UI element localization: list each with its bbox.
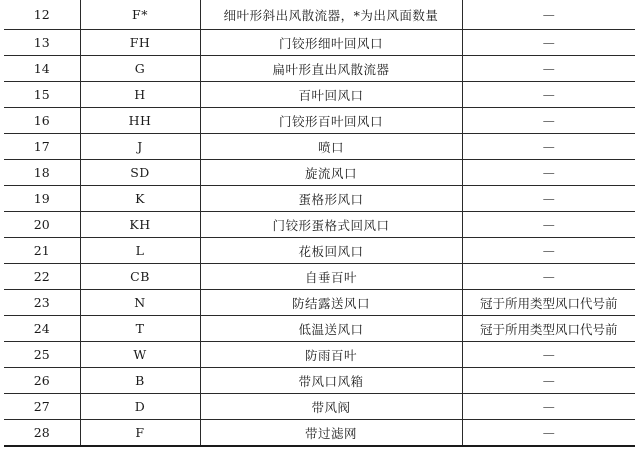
remark-cell	[462, 108, 635, 134]
remark-dash: —	[542, 114, 555, 128]
row-number-text: 21	[33, 243, 50, 258]
row-number-text: 13	[33, 35, 50, 50]
row-number-text: 23	[33, 295, 50, 310]
outlet-code-cell	[80, 316, 200, 342]
row-number-text: 12	[33, 7, 50, 22]
row-number-cell	[4, 0, 80, 30]
remark-cell	[462, 0, 635, 30]
outlet-name-text: 带过滤网	[304, 425, 357, 441]
remark-dash: —	[542, 426, 555, 440]
outlet-name-text: 蛋格形风口	[298, 191, 364, 207]
outlet-name-cell	[200, 394, 462, 420]
row-number-text: 19	[33, 191, 50, 206]
remark-cell	[462, 186, 635, 212]
outlet-name-text: 带风口风箱	[298, 373, 364, 389]
outlet-code-cell	[80, 30, 200, 56]
outlet-name-cell	[200, 82, 462, 108]
outlet-name-cell	[200, 160, 462, 186]
remark-dash: —	[542, 88, 555, 102]
outlet-code-cell	[80, 420, 200, 447]
row-number-text: 16	[33, 113, 50, 128]
outlet-code-cell	[80, 108, 200, 134]
outlet-code-text: K	[135, 191, 145, 206]
remark-cell	[462, 342, 635, 368]
table-row	[4, 56, 635, 82]
outlet-name-text: 喷口	[317, 139, 344, 155]
outlet-name-cell	[200, 342, 462, 368]
table-row	[4, 134, 635, 160]
row-number-cell	[4, 342, 80, 368]
remark-dash: —	[542, 8, 555, 22]
outlet-code-text: N	[134, 295, 146, 310]
remark-dash: —	[542, 62, 555, 76]
row-number-cell	[4, 212, 80, 238]
row-number-cell	[4, 264, 80, 290]
outlet-name-text: 细叶形斜出风散流器，*为出风面数量	[223, 7, 439, 23]
table-row	[4, 394, 635, 420]
remark-dash: —	[542, 140, 555, 154]
outlet-name-text: 带风阀	[311, 399, 351, 415]
outlet-code-cell	[80, 186, 200, 212]
row-number-text: 15	[33, 87, 50, 102]
outlet-name-cell	[200, 290, 462, 316]
remark-cell	[462, 82, 635, 108]
remark-cell	[462, 212, 635, 238]
outlet-name-cell	[200, 108, 462, 134]
row-number-text: 14	[33, 61, 50, 76]
row-number-text: 17	[33, 139, 50, 154]
remark-dash: —	[542, 400, 555, 414]
outlet-name-cell	[200, 212, 462, 238]
outlet-code-cell	[80, 238, 200, 264]
outlet-code-cell	[80, 342, 200, 368]
remark-cell	[462, 420, 635, 447]
table-row	[4, 30, 635, 56]
row-number-text: 27	[33, 399, 50, 414]
row-number-cell	[4, 30, 80, 56]
row-number-cell	[4, 238, 80, 264]
remark-cell	[462, 238, 635, 264]
table-row	[4, 264, 635, 290]
outlet-name-cell	[200, 30, 462, 56]
row-number-cell	[4, 420, 80, 447]
outlet-code-text: HH	[128, 113, 152, 128]
remark-dash: —	[542, 348, 555, 362]
row-number-text: 28	[33, 425, 50, 440]
outlet-name-cell	[200, 0, 462, 30]
outlet-name-cell	[200, 316, 462, 342]
outlet-code-text: KH	[129, 217, 151, 232]
row-number-text: 24	[33, 321, 50, 336]
remark-dash: —	[542, 192, 555, 206]
outlet-code-cell	[80, 264, 200, 290]
row-number-cell	[4, 56, 80, 82]
outlet-code-text: G	[134, 61, 146, 76]
outlet-name-cell	[200, 56, 462, 82]
outlet-name-text: 门铰形细叶回风口	[278, 35, 383, 51]
table-body	[4, 0, 635, 446]
remark-cell	[462, 30, 635, 56]
outlet-code-cell	[80, 56, 200, 82]
row-number-text: 25	[33, 347, 50, 362]
table-row	[4, 82, 635, 108]
row-number-text: 26	[33, 373, 50, 388]
outlet-code-cell	[80, 394, 200, 420]
table-row	[4, 420, 635, 447]
outlet-name-text: 门铰形蛋格式回风口	[272, 217, 390, 233]
remark-dash: —	[542, 244, 555, 258]
outlet-code-text: SD	[130, 165, 150, 180]
table-row	[4, 342, 635, 368]
row-number-cell	[4, 160, 80, 186]
outlet-name-cell	[200, 264, 462, 290]
row-number-text: 22	[33, 269, 50, 284]
remark-dash: —	[542, 166, 555, 180]
outlet-name-text: 自垂百叶	[304, 269, 357, 285]
table-row	[4, 108, 635, 134]
remark-cell	[462, 56, 635, 82]
outlet-name-text: 旋流风口	[304, 165, 357, 181]
outlet-code-text: F	[135, 425, 145, 440]
outlet-code-text: W	[133, 347, 147, 362]
outlet-name-text: 低温送风口	[298, 321, 364, 337]
outlet-code-text: CB	[130, 269, 150, 284]
outlet-code-text: L	[135, 243, 145, 258]
table-row	[4, 290, 635, 316]
outlet-name-cell	[200, 368, 462, 394]
row-number-cell	[4, 368, 80, 394]
table-row	[4, 238, 635, 264]
air-outlet-code-table	[4, 0, 635, 447]
outlet-name-cell	[200, 420, 462, 447]
outlet-name-text: 防雨百叶	[304, 347, 357, 363]
outlet-name-text: 花板回风口	[298, 243, 364, 259]
row-number-cell	[4, 186, 80, 212]
outlet-code-cell	[80, 212, 200, 238]
outlet-code-text: H	[134, 87, 146, 102]
row-number-cell	[4, 316, 80, 342]
row-number-cell	[4, 108, 80, 134]
outlet-code-cell	[80, 290, 200, 316]
outlet-code-cell	[80, 134, 200, 160]
outlet-code-text: D	[134, 399, 146, 414]
remark-text: 冠于所用类型风口代号前	[479, 295, 618, 311]
table-row	[4, 212, 635, 238]
outlet-code-text: J	[137, 139, 143, 154]
row-number-text: 18	[33, 165, 50, 180]
outlet-name-text: 百叶回风口	[298, 87, 364, 103]
table-row	[4, 0, 635, 30]
outlet-code-text: F*	[132, 7, 148, 22]
outlet-code-cell	[80, 368, 200, 394]
table-row	[4, 160, 635, 186]
remark-cell	[462, 290, 635, 316]
remark-cell	[462, 368, 635, 394]
table-row	[4, 316, 635, 342]
outlet-name-cell	[200, 134, 462, 160]
outlet-code-cell	[80, 82, 200, 108]
outlet-code-cell	[80, 160, 200, 186]
remark-text: 冠于所用类型风口代号前	[479, 321, 618, 337]
outlet-name-text: 扁叶形直出风散流器	[272, 61, 390, 77]
row-number-cell	[4, 394, 80, 420]
outlet-name-text: 防结露送风口	[291, 295, 370, 311]
outlet-code-text: T	[135, 321, 145, 336]
remark-dash: —	[542, 218, 555, 232]
remark-dash: —	[542, 270, 555, 284]
outlet-code-text: B	[135, 373, 145, 388]
outlet-code-text: FH	[129, 35, 151, 50]
remark-dash: —	[542, 36, 555, 50]
row-number-text: 20	[33, 217, 50, 232]
remark-cell	[462, 160, 635, 186]
outlet-name-cell	[200, 186, 462, 212]
outlet-code-cell	[80, 0, 200, 30]
table-row	[4, 186, 635, 212]
table-row	[4, 368, 635, 394]
row-number-cell	[4, 82, 80, 108]
remark-cell	[462, 316, 635, 342]
remark-dash: —	[542, 374, 555, 388]
remark-cell	[462, 394, 635, 420]
row-number-cell	[4, 290, 80, 316]
row-number-cell	[4, 134, 80, 160]
remark-cell	[462, 134, 635, 160]
remark-cell	[462, 264, 635, 290]
outlet-name-text: 门铰形百叶回风口	[278, 113, 383, 129]
outlet-name-cell	[200, 238, 462, 264]
